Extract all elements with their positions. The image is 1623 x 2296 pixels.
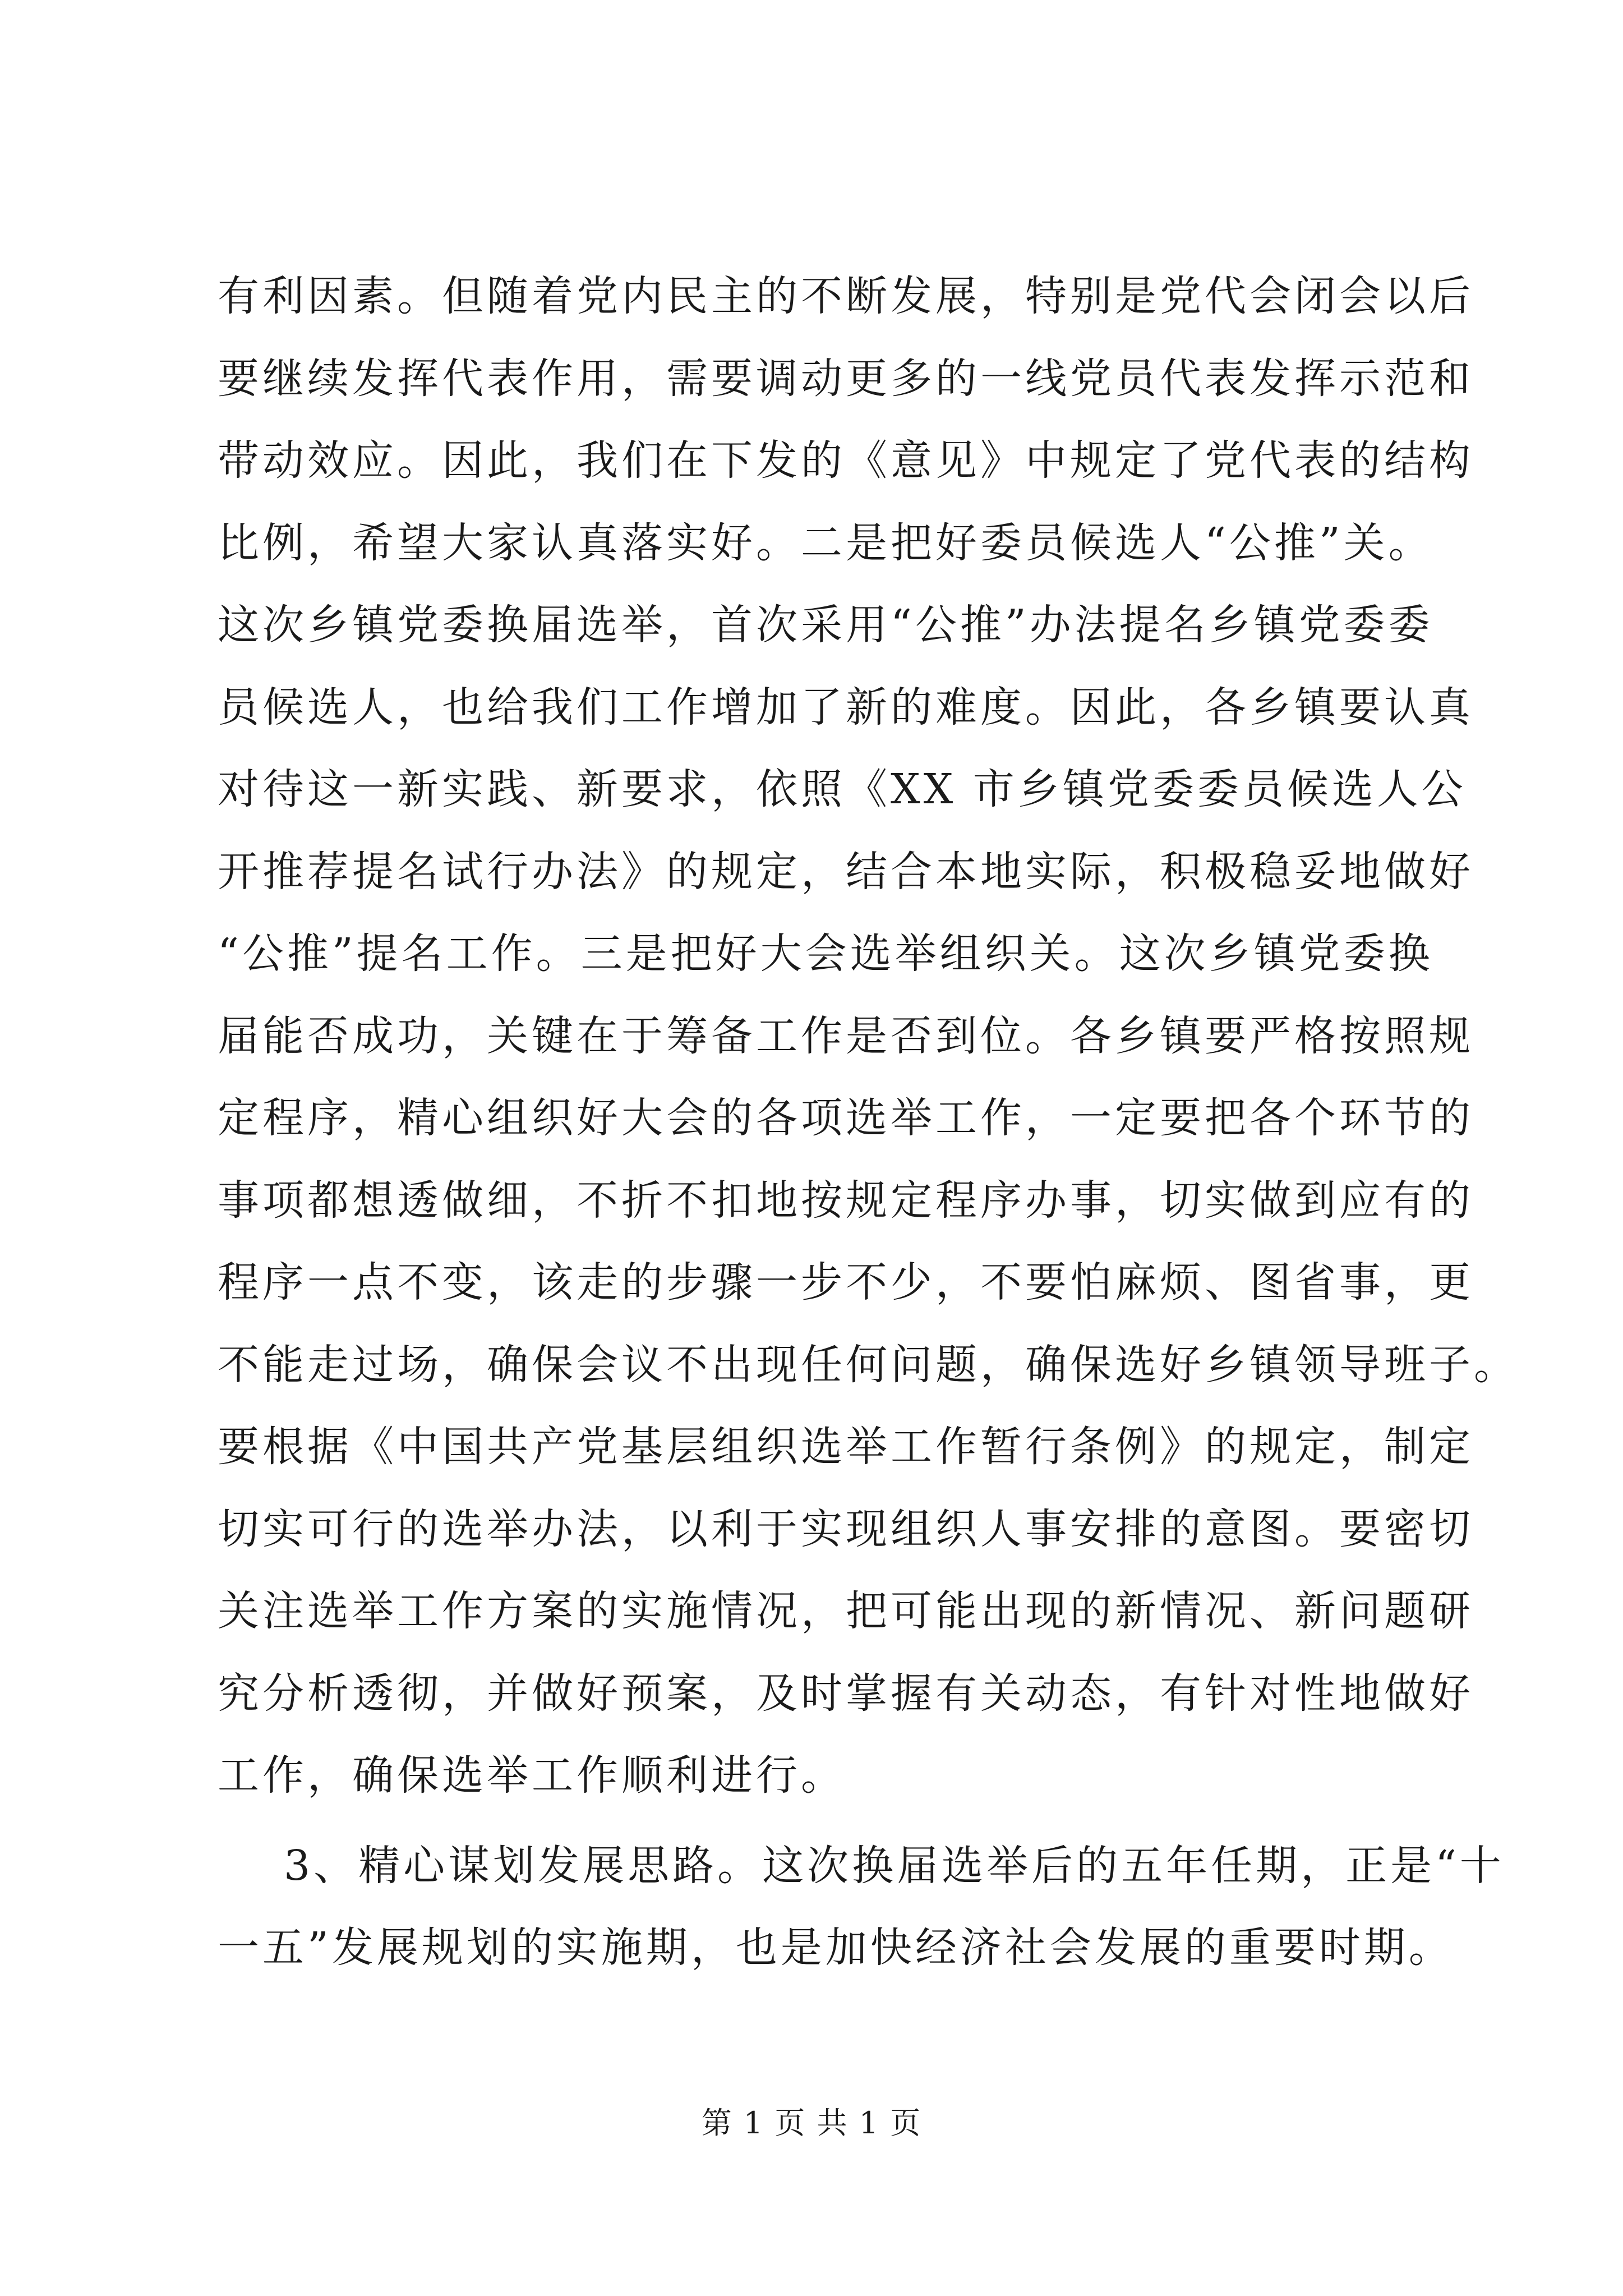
text-line: 定程序，精心组织好大会的各项选举工作，一定要把各个环节的	[218, 1094, 1474, 1142]
text-line: 有利因素。但随着党内民主的不断发展，特别是党代会闭会以后	[218, 272, 1474, 320]
paragraph-1	[218, 255, 1519, 1817]
text-line: 开推荐提名试行办法》的规定，结合本地实际，积极稳妥地做好	[218, 847, 1474, 896]
text-line: 届能否成功，关键在于筹备工作是否到位。各乡镇要严格按照规	[218, 1011, 1474, 1060]
text-line: 切实可行的选举办法，以利于实现组织人事安排的意图。要密切	[218, 1504, 1474, 1553]
page-number-label: 第 1 页 共 1 页	[701, 2105, 922, 2141]
text-line: 关注选举工作方案的实施情况，把可能出现的新情况、新问题研	[218, 1587, 1474, 1635]
body-text	[218, 255, 1519, 1989]
text-line: 对待这一新实践、新要求，依照《XX 市乡镇党委委员候选人公	[218, 765, 1467, 813]
text-line: 比例，希望大家认真落实好。二是把好委员候选人“公推”关。	[218, 518, 1433, 567]
text-line: 工作，确保选举工作顺利进行。	[218, 1751, 846, 1800]
text-line: 程序一点不变，该走的步骤一步不少，不要怕麻烦、图省事，更	[218, 1258, 1474, 1306]
text-line: 要继续发挥代表作用，需要调动更多的一线党员代表发挥示范和	[218, 354, 1474, 403]
text-line: 事项都想透做细，不折不扣地按规定程序办事，切实做到应有的	[218, 1176, 1474, 1225]
text-line: 带动效应。因此，我们在下发的《意见》中规定了党代表的结构	[218, 436, 1474, 485]
text-line: 员候选人，也给我们工作增加了新的难度。因此，各乡镇要认真	[218, 683, 1474, 731]
paragraph-2	[218, 1825, 1505, 1989]
text-line: 究分析透彻，并做好预案，及时掌握有关动态，有针对性地做好	[218, 1669, 1474, 1718]
text-line: “公推”提名工作。三是把好大会选举组织关。这次乡镇党委换	[218, 930, 1433, 978]
text-line: 要根据《中国共产党基层组织选举工作暂行条例》的规定，制定	[218, 1423, 1474, 1471]
page-footer	[0, 2101, 1623, 2146]
text-line: 3、精心谋划发展思路。这次换届选举后的五年任期，正是“十	[284, 1841, 1505, 1890]
paragraph-gap	[218, 1817, 1429, 1825]
text-line: 一五”发展规划的实施期，也是加快经济社会发展的重要时期。	[218, 1924, 1454, 1972]
text-line: 不能走过场，确保会议不出现任何问题，确保选好乡镇领导班子。	[218, 1340, 1519, 1389]
text-line: 这次乡镇党委换届选举，首次采用“公推”办法提名乡镇党委委	[218, 601, 1433, 649]
